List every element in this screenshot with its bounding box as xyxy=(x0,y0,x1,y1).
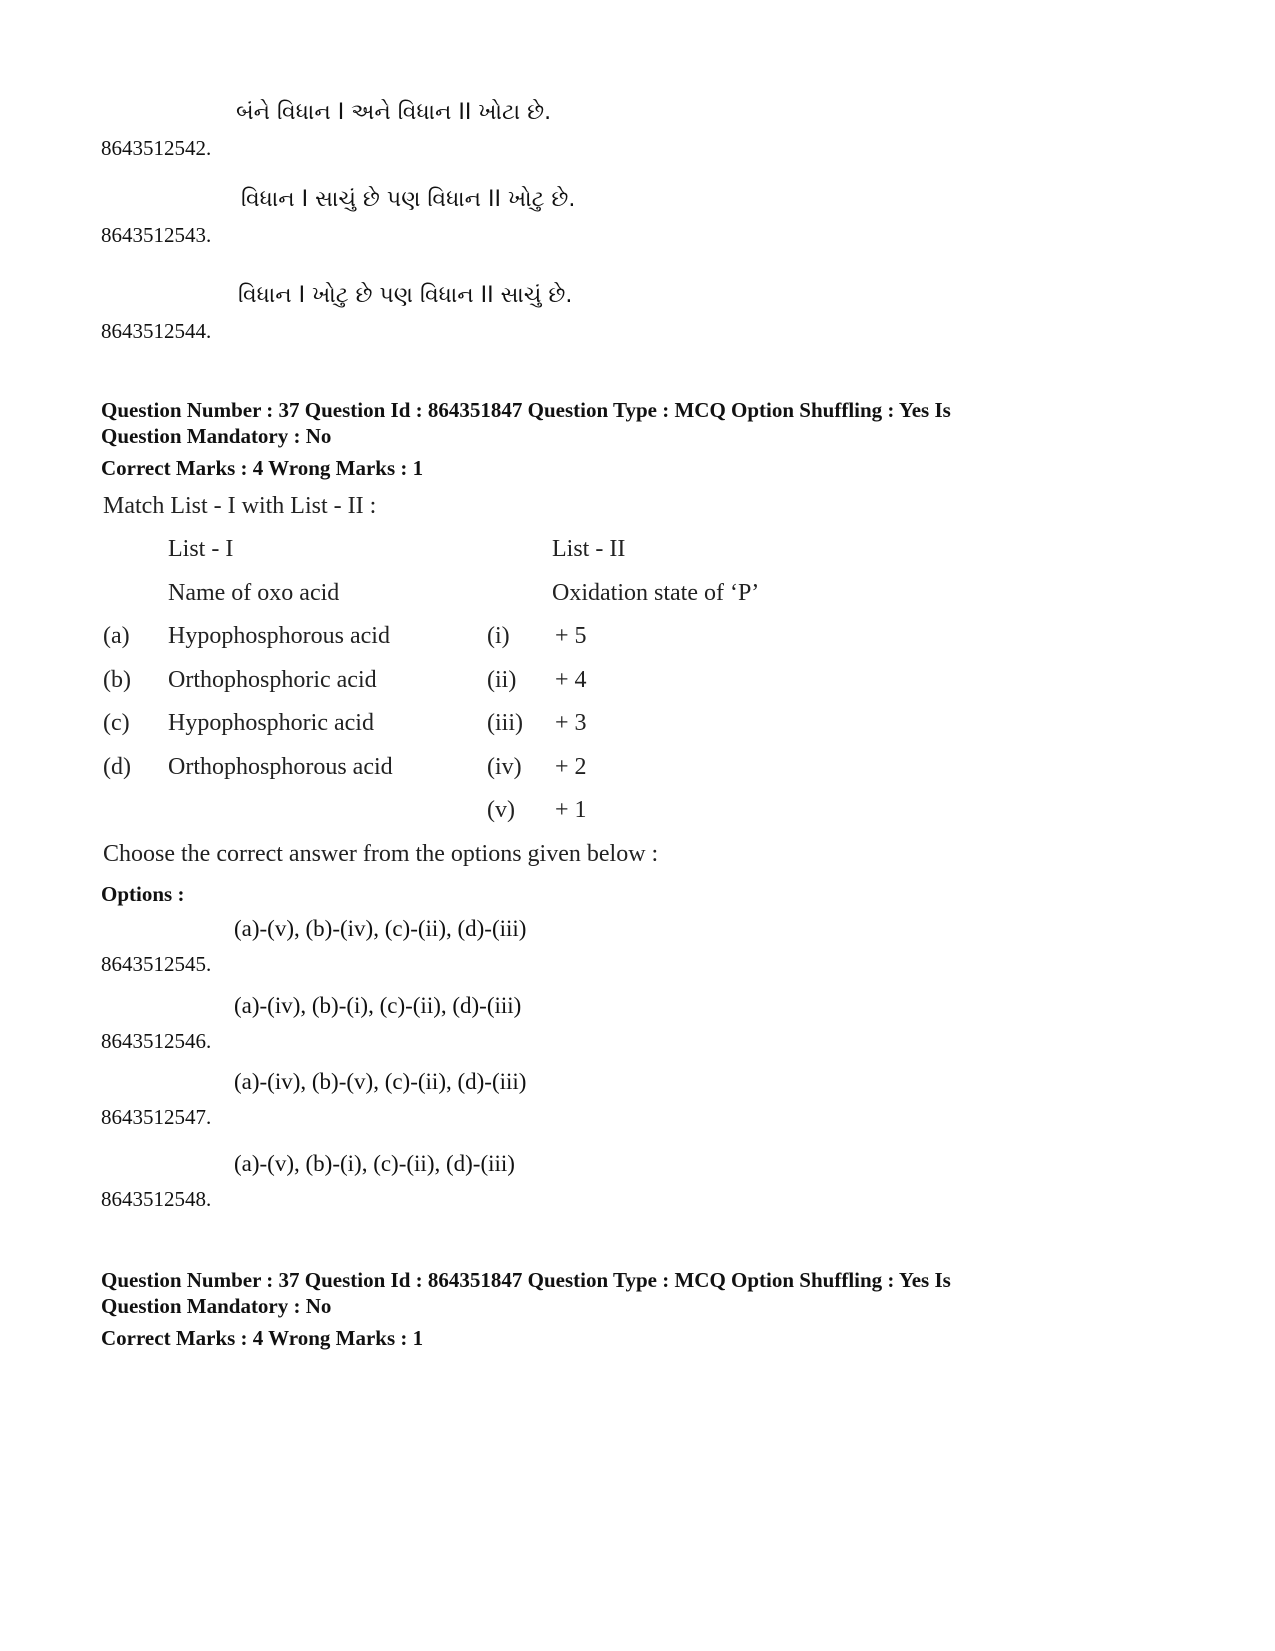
option-id: 8643512544. xyxy=(101,319,212,343)
row-value: + 1 xyxy=(555,797,587,823)
row-roman: (ii) xyxy=(487,667,517,693)
question-header xyxy=(101,396,1151,482)
option-text: (a)-(iv), (b)-(i), (c)-(ii), (d)-(iii) xyxy=(234,993,522,1018)
question-marks: Correct Marks : 4 Wrong Marks : 1 xyxy=(101,1326,424,1350)
option-row[interactable] xyxy=(101,1151,901,1211)
row-value: + 2 xyxy=(555,754,587,780)
question-stem: Match List - I with List - II : xyxy=(103,493,377,519)
option-text: વિધાન I સાચું છે પણ વિધાન II ખોટુ છે. xyxy=(241,187,576,212)
option-id: 8643512546. xyxy=(101,1029,212,1053)
row-roman: (iv) xyxy=(487,754,522,780)
option-row xyxy=(101,283,901,343)
question-marks: Correct Marks : 4 Wrong Marks : 1 xyxy=(101,456,424,480)
row-item: Hypophosphoric acid xyxy=(168,710,374,736)
option-row xyxy=(101,187,901,247)
option-row[interactable] xyxy=(101,1069,901,1129)
row-item: Orthophosphoric acid xyxy=(168,667,377,693)
option-text: બંને વિધાન I અને વિધાન II ખોટા છે. xyxy=(236,100,552,125)
option-text: (a)-(v), (b)-(i), (c)-(ii), (d)-(iii) xyxy=(234,1151,515,1176)
row-value: + 5 xyxy=(555,623,587,649)
option-text: (a)-(v), (b)-(iv), (c)-(ii), (d)-(iii) xyxy=(234,916,527,941)
row-roman: (iii) xyxy=(487,710,523,736)
row-value: + 4 xyxy=(555,667,587,693)
option-id: 8643512547. xyxy=(101,1105,212,1129)
question-meta-line1: Question Number : 37 Question Id : 864351847 Question Type : MCQ Option Shuffling : Yes Is xyxy=(101,1268,951,1292)
row-label: (c) xyxy=(103,710,130,736)
row-item: Hypophosphorous acid xyxy=(168,623,390,649)
row-label: (a) xyxy=(103,623,130,649)
option-id: 8643512543. xyxy=(101,223,212,247)
option-row[interactable] xyxy=(101,993,901,1053)
row-roman: (i) xyxy=(487,623,510,649)
row-label: (b) xyxy=(103,667,131,693)
list2-title: List - II xyxy=(552,536,626,562)
question-instruction: Choose the correct answer from the options given below : xyxy=(103,841,659,867)
option-id: 8643512548. xyxy=(101,1187,212,1211)
row-item: Orthophosphorous acid xyxy=(168,754,393,780)
list1-title: List - I xyxy=(168,536,234,562)
list1-subtitle: Name of oxo acid xyxy=(168,580,340,606)
option-id: 8643512542. xyxy=(101,136,212,160)
option-row xyxy=(101,100,901,160)
option-text: વિધાન I ખોટુ છે પણ વિધાન II સાચું છે. xyxy=(238,283,573,308)
next-question-header xyxy=(101,1266,1151,1352)
question-meta-line2: Question Mandatory : No xyxy=(101,424,332,448)
question-meta-line1: Question Number : 37 Question Id : 864351847 Question Type : MCQ Option Shuffling : Yes Is xyxy=(101,398,951,422)
option-row[interactable] xyxy=(101,916,901,976)
row-label: (d) xyxy=(103,754,131,780)
list2-subtitle: Oxidation state of ‘P’ xyxy=(552,580,760,606)
row-roman: (v) xyxy=(487,797,515,823)
options-label: Options : xyxy=(101,882,185,906)
option-id: 8643512545. xyxy=(101,952,212,976)
option-text: (a)-(iv), (b)-(v), (c)-(ii), (d)-(iii) xyxy=(234,1069,527,1094)
row-value: + 3 xyxy=(555,710,587,736)
question-meta-line2: Question Mandatory : No xyxy=(101,1294,332,1318)
